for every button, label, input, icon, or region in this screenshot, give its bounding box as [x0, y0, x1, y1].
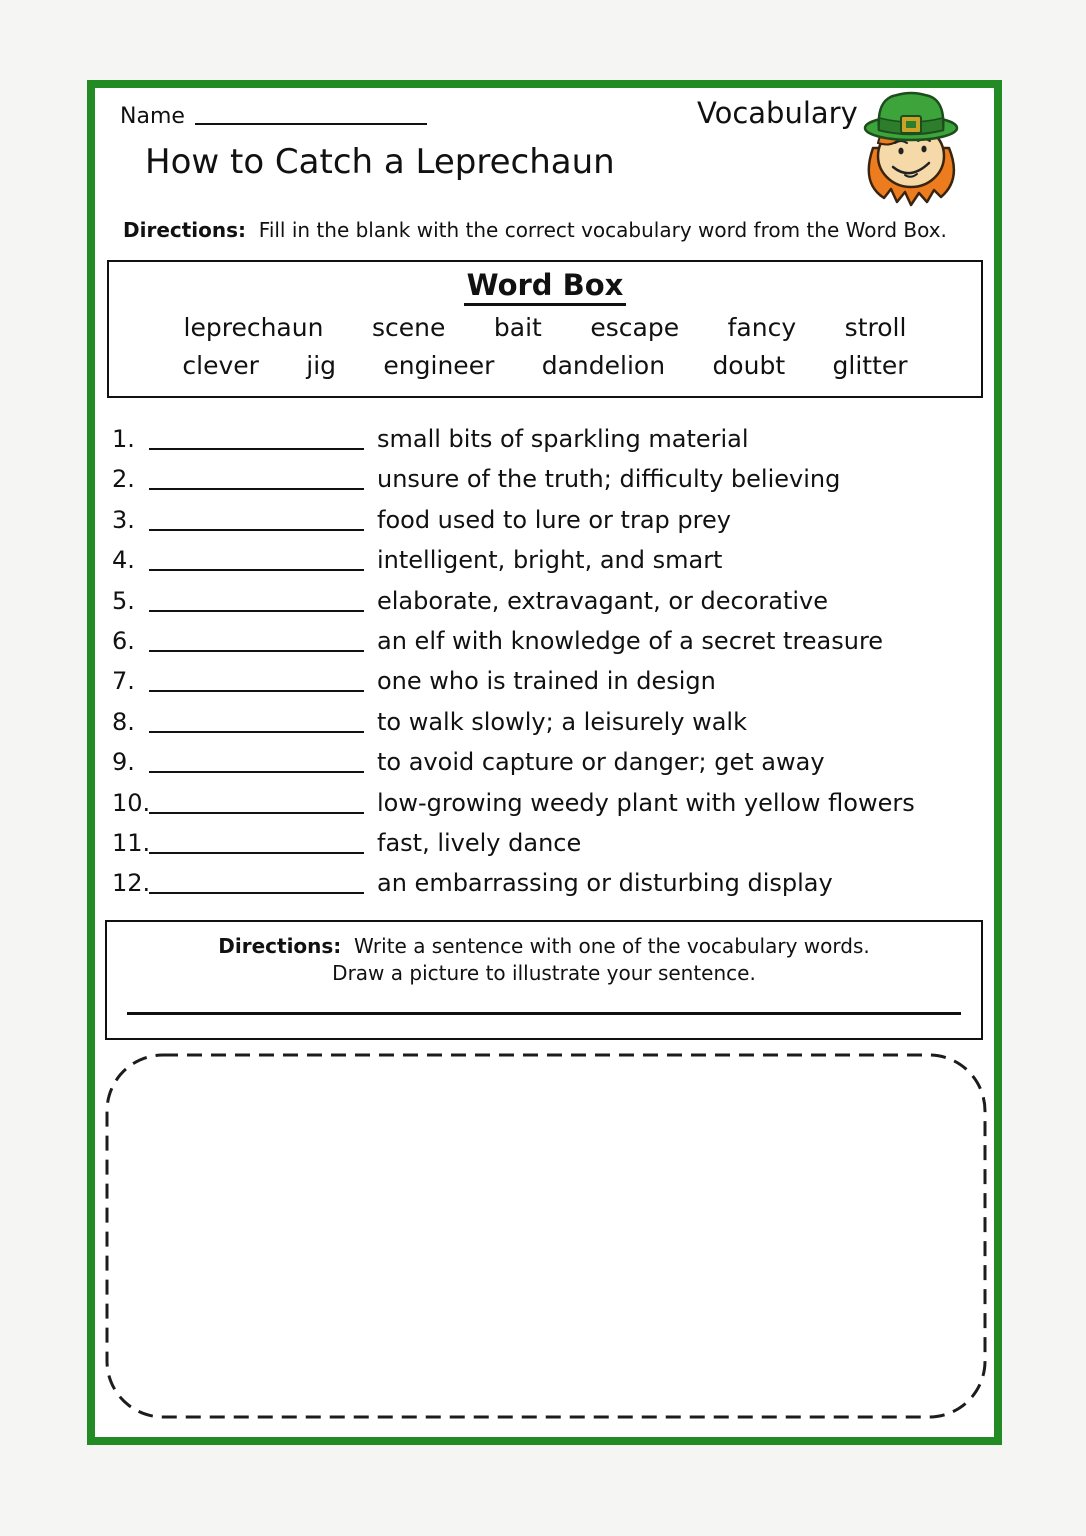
definition-text: small bits of sparkling material [377, 425, 749, 453]
definition-text: food used to lure or trap prey [377, 505, 731, 534]
definition-text: fast, lively dance [377, 829, 582, 858]
item-number: 7. [112, 667, 135, 696]
answer-blank [149, 445, 364, 450]
item-number: 8. [112, 707, 135, 736]
sentence-directions-box [105, 920, 983, 1040]
word: fancy [727, 313, 797, 342]
vocabulary-label: Vocabulary [697, 96, 858, 130]
item-number: 11. [112, 829, 151, 858]
word: scene [371, 313, 446, 342]
definition-row [112, 621, 994, 661]
fill-in-directions [123, 218, 947, 242]
definition-text: to walk slowly; a leisurely walk [377, 707, 747, 736]
definition-row [112, 742, 994, 782]
word: glitter [832, 351, 908, 380]
write-directions-line2: Draw a picture to illustrate your sentence. [332, 961, 756, 985]
answer-blank [149, 566, 364, 571]
answer-blank [149, 526, 364, 531]
definition-text: intelligent, bright, and smart [377, 546, 723, 575]
worksheet-title: How to Catch a Leprechaun [145, 142, 615, 182]
directions-label: Directions: [123, 218, 247, 242]
definition-row [112, 702, 994, 742]
word: escape [590, 313, 680, 342]
drawing-box [105, 1053, 987, 1419]
write-directions-line1 [107, 933, 981, 960]
definition-text: low-growing weedy plant with yellow flowers [377, 788, 915, 817]
answer-blank [149, 728, 364, 733]
definition-row [112, 823, 994, 863]
sentence-writing-line [127, 1012, 961, 1015]
item-number: 2. [112, 465, 135, 494]
item-number: 3. [112, 505, 135, 534]
worksheet-sheet [87, 80, 1002, 1445]
definition-row [112, 419, 994, 459]
answer-blank [149, 889, 364, 894]
word-box-title: Word Box [464, 268, 627, 306]
definition-text: unsure of the truth; difficulty believing [377, 465, 841, 494]
definition-row [112, 661, 994, 701]
word: engineer [383, 351, 495, 380]
word: doubt [712, 351, 786, 380]
definition-row [112, 540, 994, 580]
word-box-row-2 [109, 351, 981, 380]
definition-text: elaborate, extravagant, or decorative [377, 586, 829, 615]
item-number: 4. [112, 546, 135, 575]
leprechaun-icon [857, 90, 965, 210]
item-number: 1. [112, 425, 135, 453]
item-number: 10. [112, 788, 151, 817]
word: bait [493, 313, 542, 342]
word-box [107, 260, 983, 398]
word: jig [306, 351, 337, 380]
name-blank-line [195, 121, 427, 125]
item-number: 12. [112, 869, 151, 898]
definition-row [112, 863, 994, 903]
item-number: 5. [112, 586, 135, 615]
name-row [120, 104, 427, 129]
definition-text: an elf with knowledge of a secret treasure [377, 627, 884, 656]
name-label: Name [120, 104, 185, 129]
directions-label: Directions: [218, 934, 342, 958]
answer-blank [149, 687, 364, 692]
definition-row [112, 459, 994, 499]
word: leprechaun [183, 313, 324, 342]
definition-row [112, 783, 994, 823]
definition-text: an embarrassing or disturbing display [377, 869, 833, 898]
item-number: 9. [112, 748, 135, 777]
item-number: 6. [112, 627, 135, 656]
answer-blank [149, 485, 364, 490]
answer-blank [149, 647, 364, 652]
definition-text: to avoid capture or danger; get away [377, 748, 825, 777]
word: stroll [844, 313, 907, 342]
definition-row [112, 500, 994, 540]
word-box-row-1 [109, 313, 981, 342]
word: clever [182, 351, 259, 380]
directions-text: Write a sentence with one of the vocabulary words. [354, 934, 870, 958]
definition-text: one who is trained in design [377, 667, 716, 696]
answer-blank [149, 768, 364, 773]
definition-row [112, 581, 994, 621]
word: dandelion [541, 351, 666, 380]
directions-text: Fill in the blank with the correct vocabulary word from the Word Box. [258, 218, 947, 242]
answer-blank [149, 849, 364, 854]
definition-list [112, 419, 994, 904]
answer-blank [149, 607, 364, 612]
answer-blank [149, 809, 364, 814]
